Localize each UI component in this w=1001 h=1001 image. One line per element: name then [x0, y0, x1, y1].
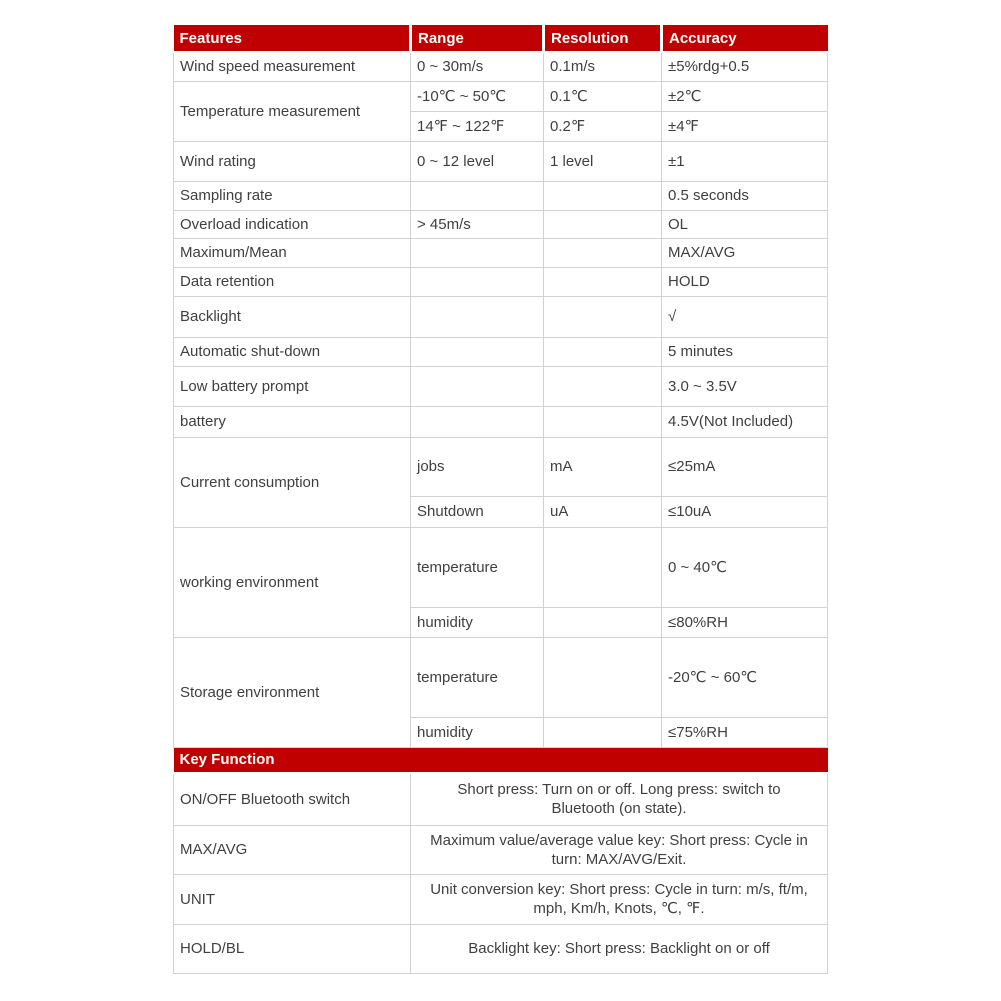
spec-row	[174, 210, 828, 238]
spec-row	[174, 437, 828, 496]
accuracy-cell: ±5%rdg+0.5	[662, 52, 828, 81]
accuracy-cell: OL	[662, 210, 828, 238]
resolution-cell: 0.1℃	[544, 81, 662, 111]
resolution-cell: 1 level	[544, 141, 662, 181]
resolution-cell: uA	[544, 496, 662, 527]
resolution-cell	[544, 527, 662, 607]
feature-cell: Wind rating	[174, 141, 411, 181]
range-cell: 14℉ ~ 122℉	[411, 111, 544, 141]
accuracy-cell: ≤80%RH	[662, 607, 828, 637]
col-header-features: Features	[174, 25, 411, 52]
resolution-cell	[544, 181, 662, 210]
range-cell	[411, 267, 544, 296]
range-cell: humidity	[411, 607, 544, 637]
range-cell: > 45m/s	[411, 210, 544, 238]
col-header-accuracy: Accuracy	[662, 25, 828, 52]
accuracy-cell: 0 ~ 40℃	[662, 527, 828, 607]
resolution-cell	[544, 717, 662, 747]
resolution-cell	[544, 337, 662, 366]
feature-cell: Wind speed measurement	[174, 52, 411, 81]
key-row	[174, 874, 828, 924]
key-name-cell: MAX/AVG	[174, 825, 411, 874]
accuracy-cell: MAX/AVG	[662, 238, 828, 267]
resolution-cell	[544, 296, 662, 337]
range-cell	[411, 296, 544, 337]
spec-header-row	[174, 25, 828, 52]
spec-row	[174, 181, 828, 210]
accuracy-cell: 5 minutes	[662, 337, 828, 366]
resolution-cell	[544, 210, 662, 238]
range-cell: 0 ~ 12 level	[411, 141, 544, 181]
key-description-cell: Unit conversion key: Short press: Cycle in turn: m/s, ft/m, mph, Km/h, Knots, ℃, ℉.	[411, 874, 828, 924]
accuracy-cell: -20℃ ~ 60℃	[662, 637, 828, 717]
resolution-cell	[544, 267, 662, 296]
accuracy-cell: 3.0 ~ 3.5V	[662, 366, 828, 406]
spec-row	[174, 81, 828, 111]
resolution-cell	[544, 238, 662, 267]
spec-row	[174, 637, 828, 717]
feature-cell: working environment	[174, 527, 411, 637]
accuracy-cell: HOLD	[662, 267, 828, 296]
accuracy-cell: 4.5V(Not Included)	[662, 406, 828, 437]
feature-cell: Temperature measurement	[174, 81, 411, 141]
spec-row	[174, 296, 828, 337]
range-cell: Shutdown	[411, 496, 544, 527]
range-cell: humidity	[411, 717, 544, 747]
spec-row	[174, 141, 828, 181]
accuracy-cell: √	[662, 296, 828, 337]
resolution-cell	[544, 406, 662, 437]
feature-cell: Maximum/Mean	[174, 238, 411, 267]
spec-row	[174, 52, 828, 81]
accuracy-cell: ≤25mA	[662, 437, 828, 496]
range-cell	[411, 181, 544, 210]
specification-table	[173, 25, 828, 974]
feature-cell: Automatic shut-down	[174, 337, 411, 366]
accuracy-cell: ±2℃	[662, 81, 828, 111]
key-function-header-row	[174, 747, 828, 773]
resolution-cell: 0.2℉	[544, 111, 662, 141]
accuracy-cell: ±1	[662, 141, 828, 181]
feature-cell: Overload indication	[174, 210, 411, 238]
key-function-title: Key Function	[174, 747, 828, 773]
resolution-cell: 0.1m/s	[544, 52, 662, 81]
range-cell: 0 ~ 30m/s	[411, 52, 544, 81]
range-cell: jobs	[411, 437, 544, 496]
feature-cell: Data retention	[174, 267, 411, 296]
feature-cell: Current consumption	[174, 437, 411, 527]
range-cell	[411, 337, 544, 366]
key-row	[174, 924, 828, 973]
key-description-cell: Backlight key: Short press: Backlight on or off	[411, 924, 828, 973]
resolution-cell: mA	[544, 437, 662, 496]
key-description-cell: Maximum value/average value key: Short press: Cycle in turn: MAX/AVG/Exit.	[411, 825, 828, 874]
key-row	[174, 773, 828, 825]
key-name-cell: ON/OFF Bluetooth switch	[174, 773, 411, 825]
spec-row	[174, 267, 828, 296]
feature-cell: Low battery prompt	[174, 366, 411, 406]
feature-cell: battery	[174, 406, 411, 437]
col-header-range: Range	[411, 25, 544, 52]
feature-cell: Sampling rate	[174, 181, 411, 210]
feature-cell: Backlight	[174, 296, 411, 337]
key-row	[174, 825, 828, 874]
key-name-cell: HOLD/BL	[174, 924, 411, 973]
range-cell	[411, 406, 544, 437]
range-cell: temperature	[411, 637, 544, 717]
range-cell	[411, 366, 544, 406]
accuracy-cell: ±4℉	[662, 111, 828, 141]
range-cell: -10℃ ~ 50℃	[411, 81, 544, 111]
resolution-cell	[544, 607, 662, 637]
spec-row	[174, 366, 828, 406]
col-header-resolution: Resolution	[544, 25, 662, 52]
key-name-cell: UNIT	[174, 874, 411, 924]
range-cell	[411, 238, 544, 267]
key-description-cell: Short press: Turn on or off. Long press: switch to Bluetooth (on state).	[411, 773, 828, 825]
spec-row	[174, 238, 828, 267]
accuracy-cell: 0.5 seconds	[662, 181, 828, 210]
resolution-cell	[544, 637, 662, 717]
spec-row	[174, 527, 828, 607]
range-cell: temperature	[411, 527, 544, 607]
spec-row	[174, 337, 828, 366]
resolution-cell	[544, 366, 662, 406]
feature-cell: Storage environment	[174, 637, 411, 747]
accuracy-cell: ≤10uA	[662, 496, 828, 527]
accuracy-cell: ≤75%RH	[662, 717, 828, 747]
spec-row	[174, 406, 828, 437]
